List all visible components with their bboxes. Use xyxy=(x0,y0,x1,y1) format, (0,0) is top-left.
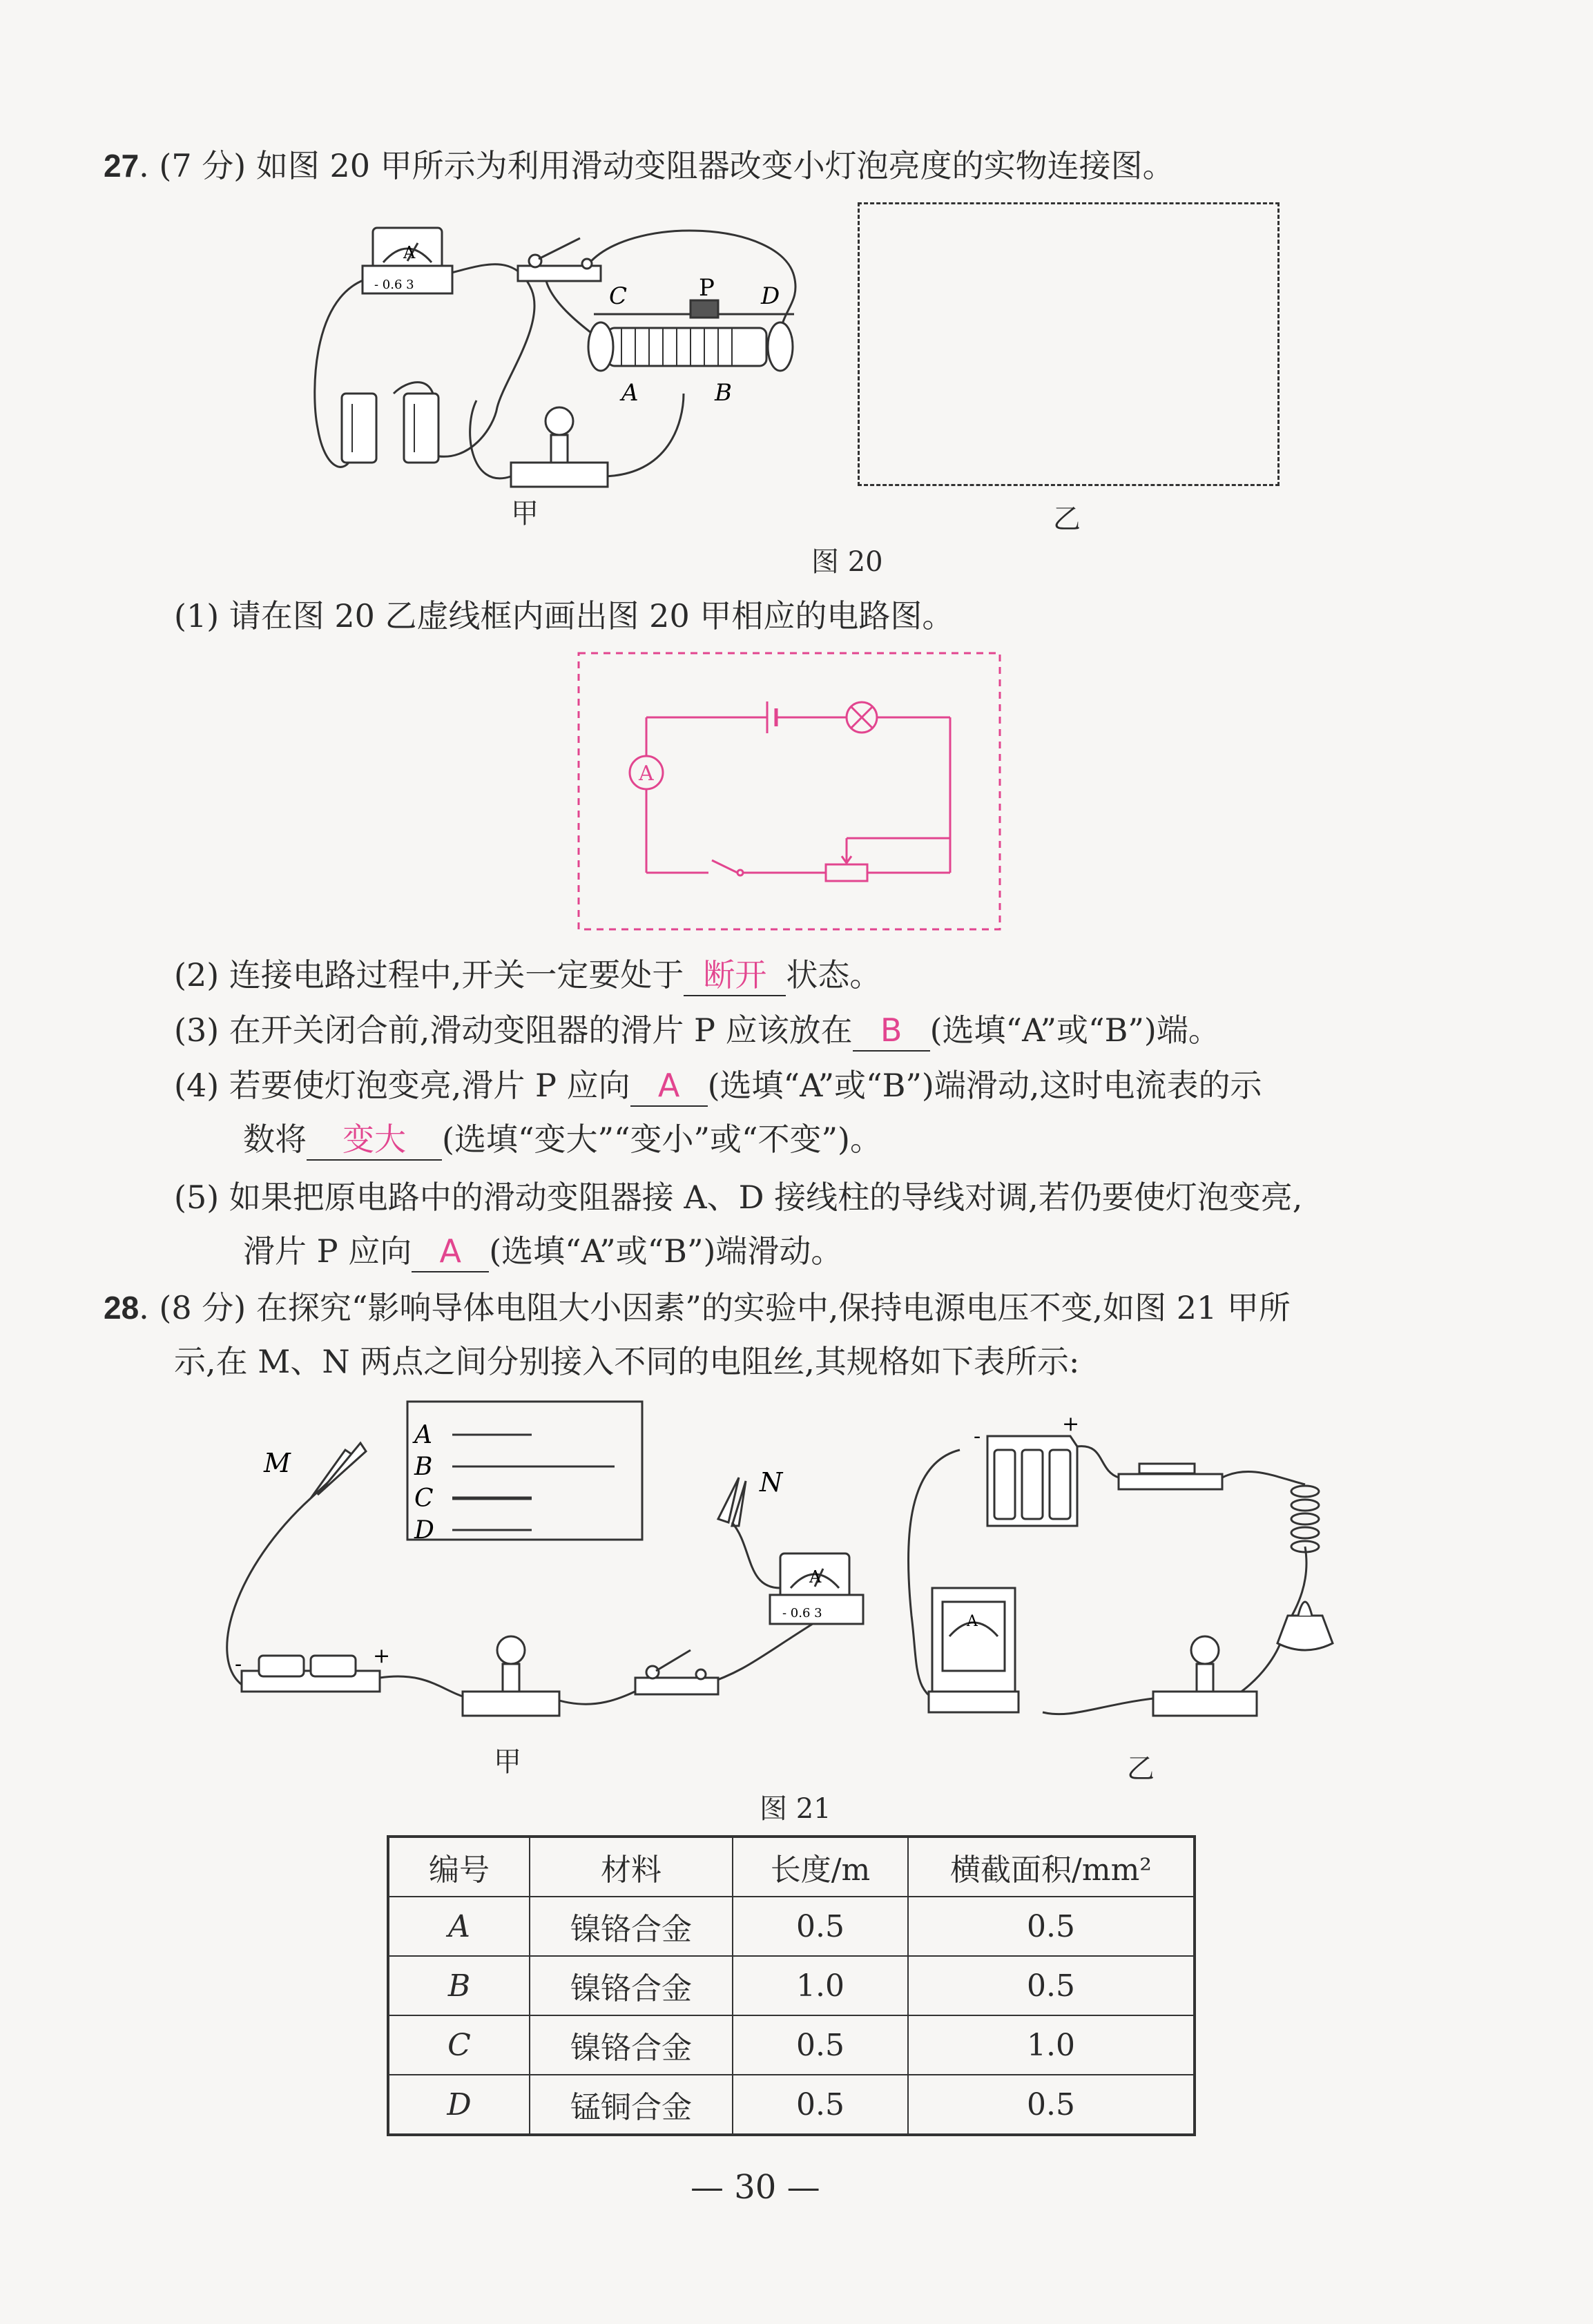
table-header-length: 长度/m xyxy=(733,1837,908,1897)
table-cell-area: 0.5 xyxy=(908,2075,1195,2135)
table-row xyxy=(388,1956,1195,2015)
q27-sub5-answer[interactable]: A xyxy=(412,1231,489,1272)
page-number: — 30 — xyxy=(691,2168,820,2207)
figure-20-jia xyxy=(297,200,849,525)
battery-box-minus: - xyxy=(974,1424,981,1449)
figure-21-yi xyxy=(891,1408,1346,1740)
figure-21-caption: 图 21 xyxy=(760,1793,831,1825)
table-cell-length: 0.5 xyxy=(733,2015,908,2075)
table-cell-area: 1.0 xyxy=(908,2015,1195,2075)
ammeter-scale: - 0.6 3 xyxy=(374,278,414,292)
table-cell-material: 锰铜合金 xyxy=(530,2075,733,2135)
table-header-row xyxy=(388,1837,1195,1897)
wire-label-d: D xyxy=(414,1516,434,1545)
table-cell-material: 镍铬合金 xyxy=(530,1897,733,1956)
q27-sub2-post: 状态。 xyxy=(786,956,882,994)
table-header-id: 编号 xyxy=(388,1837,530,1897)
table-cell-length: 0.5 xyxy=(733,2075,908,2135)
ammeter-scale: - 0.6 3 xyxy=(782,1606,822,1620)
answer-circuit-diagram xyxy=(577,652,1003,932)
q27-sub2-pre: (2) 连接电路过程中,开关一定要处于 xyxy=(174,956,684,994)
table-cell-length: 1.0 xyxy=(733,1956,908,2015)
wire-spec-box xyxy=(407,1402,642,1540)
q27-sub3-post: (选填“A”或“B”)端。 xyxy=(929,1011,1220,1049)
battery-plus: + xyxy=(373,1644,391,1668)
battery-holder xyxy=(242,1656,380,1692)
rheostat-label-d: D xyxy=(761,282,780,310)
switch xyxy=(635,1650,718,1694)
q27-sub3-pre: (3) 在开关闭合前,滑动变阻器的滑片 P 应该放在 xyxy=(174,1011,853,1049)
q27-sub1: (1) 请在图 20 乙虚线框内画出图 20 甲相应的电路图。 xyxy=(174,597,954,635)
q27-sub4-line2 xyxy=(243,1117,882,1161)
figure-20-yi-box xyxy=(858,202,1280,486)
figure-20-yi-label: 乙 xyxy=(1053,503,1081,535)
q27-intro-text: . (7 分) 如图 20 甲所示为利用滑动变阻器改变小灯泡亮度的实物连接图。 xyxy=(139,147,1175,184)
table-cell-area: 0.5 xyxy=(908,1897,1195,1956)
ammeter-label: A xyxy=(809,1567,822,1587)
wire-label-b: B xyxy=(414,1453,433,1481)
coil xyxy=(1291,1486,1319,1552)
clip-label-n: N xyxy=(760,1467,783,1498)
table-cell-id: C xyxy=(388,2015,530,2075)
figure-21-jia-label: 甲 xyxy=(494,1746,521,1778)
figure-20-jia-label: 甲 xyxy=(511,498,539,530)
battery-box xyxy=(987,1436,1077,1526)
q27-sub4-answer2[interactable]: 变大 xyxy=(307,1119,442,1161)
q27-sub2-answer[interactable]: 断开 xyxy=(684,955,786,996)
q27-number: 27 xyxy=(104,148,139,184)
figure-21-jia xyxy=(207,1395,884,1754)
battery xyxy=(342,394,438,463)
rheostat-label-b: B xyxy=(715,379,732,407)
rheostat-label-a: A xyxy=(621,379,639,407)
table-cell-area: 0.5 xyxy=(908,1956,1195,2015)
wire-label-a: A xyxy=(414,1421,432,1449)
q27-sub5-pre: 滑片 P 应向 xyxy=(243,1232,412,1270)
table-row xyxy=(388,2075,1195,2135)
q27-sub5: (5) 如果把原电路中的滑动变阻器接 A、D 接线柱的导线对调,若仍要使灯泡变亮, xyxy=(174,1179,1303,1216)
rheostat-label-c: C xyxy=(609,282,628,310)
circuit-ammeter-label: A xyxy=(639,762,654,786)
q27-intro xyxy=(104,144,1175,188)
alcohol-lamp xyxy=(1277,1602,1333,1650)
ammeter-label: A xyxy=(403,243,416,262)
table-cell-material: 镍铬合金 xyxy=(530,1956,733,2015)
q27-sub4-pre: (4) 若要使灯泡变亮,滑片 P 应向 xyxy=(174,1067,630,1104)
switch xyxy=(1119,1464,1222,1489)
q27-sub5-line2 xyxy=(243,1229,842,1273)
table-cell-id: B xyxy=(388,1956,530,2015)
table-cell-length: 0.5 xyxy=(733,1897,908,1956)
q28-intro xyxy=(104,1286,1291,1330)
rheostat-label-p: P xyxy=(699,274,715,302)
table-cell-id: D xyxy=(388,2075,530,2135)
switch-symbol xyxy=(712,860,737,873)
battery-minus: - xyxy=(235,1652,242,1676)
q28-intro-line2: 示,在 M、N 两点之间分别接入不同的电阻丝,其规格如下表所示: xyxy=(174,1343,1080,1380)
bulb xyxy=(511,407,608,487)
q27-sub2 xyxy=(174,953,881,997)
ammeter-large-label: A xyxy=(967,1613,978,1630)
battery-box-plus: + xyxy=(1062,1412,1080,1436)
table-header-material: 材料 xyxy=(530,1837,733,1897)
bulb xyxy=(463,1636,559,1716)
figure-20-caption: 图 20 xyxy=(811,546,883,578)
q27-sub4-line2-post: (选填“变大”“变小”或“不变”)。 xyxy=(442,1121,882,1158)
q27-sub4-answer[interactable]: A xyxy=(630,1065,708,1107)
q27-sub4-line2-pre: 数将 xyxy=(243,1121,307,1158)
table-cell-material: 镍铬合金 xyxy=(530,2015,733,2075)
ammeter-large xyxy=(929,1588,1018,1712)
q27-sub4 xyxy=(174,1063,1262,1107)
rheostat-symbol xyxy=(826,864,867,881)
switch xyxy=(518,238,601,281)
table-header-area: 横截面积/mm² xyxy=(908,1837,1195,1897)
table-row xyxy=(388,2015,1195,2075)
rheostat xyxy=(588,300,794,371)
wire-label-c: C xyxy=(414,1484,434,1513)
figure-21-yi-label: 乙 xyxy=(1127,1753,1155,1785)
bulb xyxy=(1153,1636,1257,1716)
q28-number: 28 xyxy=(104,1290,139,1326)
wire-spec-table xyxy=(387,1835,1196,2136)
q27-sub3-answer[interactable]: B xyxy=(853,1010,930,1052)
q27-sub5-post: (选填“A”或“B”)端滑动。 xyxy=(489,1232,843,1270)
q27-sub3 xyxy=(174,1008,1220,1052)
table-row xyxy=(388,1897,1195,1956)
q28-intro-line1: . (8 分) 在探究“影响导体电阻大小因素”的实验中,保持电源电压不变,如图 21 甲所 xyxy=(139,1289,1291,1326)
clip-label-m: M xyxy=(264,1448,291,1478)
q27-sub4-post: (选填“A”或“B”)端滑动,这时电流表的示 xyxy=(707,1067,1262,1104)
table-cell-id: A xyxy=(388,1897,530,1956)
